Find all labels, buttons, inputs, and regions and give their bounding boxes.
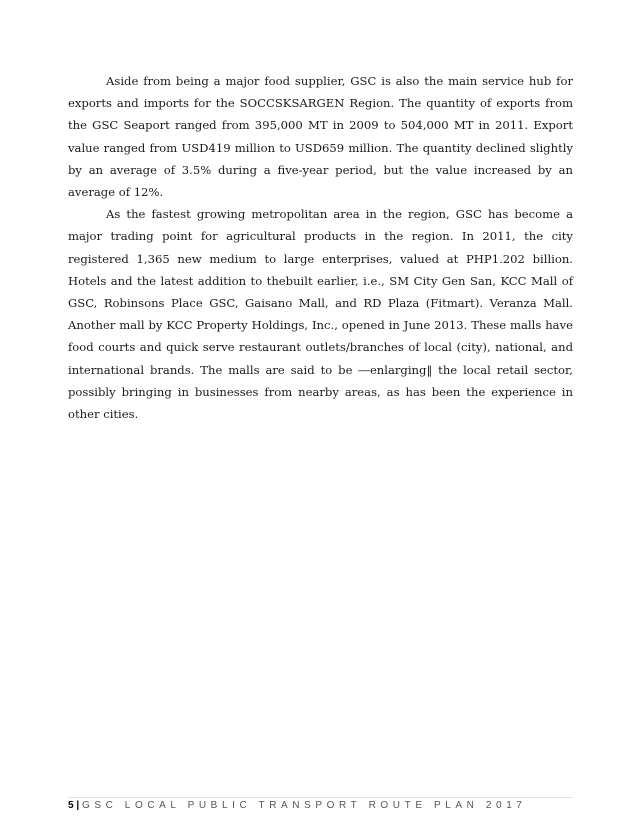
paragraph-trading-point: As the fastest growing metropolitan area in the region, GSC has become a major trading point for agricultural products in the region. In 2011, the city registered 1,365 new medium to large enterprises, valued at PHP1.202 billion. Hotels and the latest addition to thebuilt earlier, i.e., SM City Gen San, KCC Mall of GSC, Robinsons Place GSC, Gaisano Mall, and RD Plaza (Fitmart). Veranza Mall. Another mall by KCC Property Holdings, Inc., opened in June 2013. These malls have food courts and quick serve restaurant outlets/branches of local (city), national, and international brands. The malls are said to be ―enlarging‖ the local retail sector, possibly bringing in businesses from nearby areas, as has been the experience in other cities. xyxy=(68,207,573,422)
paragraph-exports: Aside from being a major food supplier, GSC is also the main service hub for exports and imports for the SOCCSKSARGEN Region. The quantity of exports from the GSC Seaport ranged from 395,000 MT in 2009 to 504,000 MT in 2011. Export value ranged from USD419 million to USD659 million. The quantity declined slightly by an average of 3.5% during a five-year period, but the value increased by an average of 12%. xyxy=(68,74,573,200)
footer-title: GSC LOCAL PUBLIC TRANSPORT ROUTE PLAN 2017 xyxy=(81,800,527,811)
page-number: 5 xyxy=(68,800,74,811)
footer-divider xyxy=(68,797,573,798)
page-footer xyxy=(68,800,573,811)
document-body xyxy=(68,70,573,425)
footer-separator: | xyxy=(76,800,80,811)
